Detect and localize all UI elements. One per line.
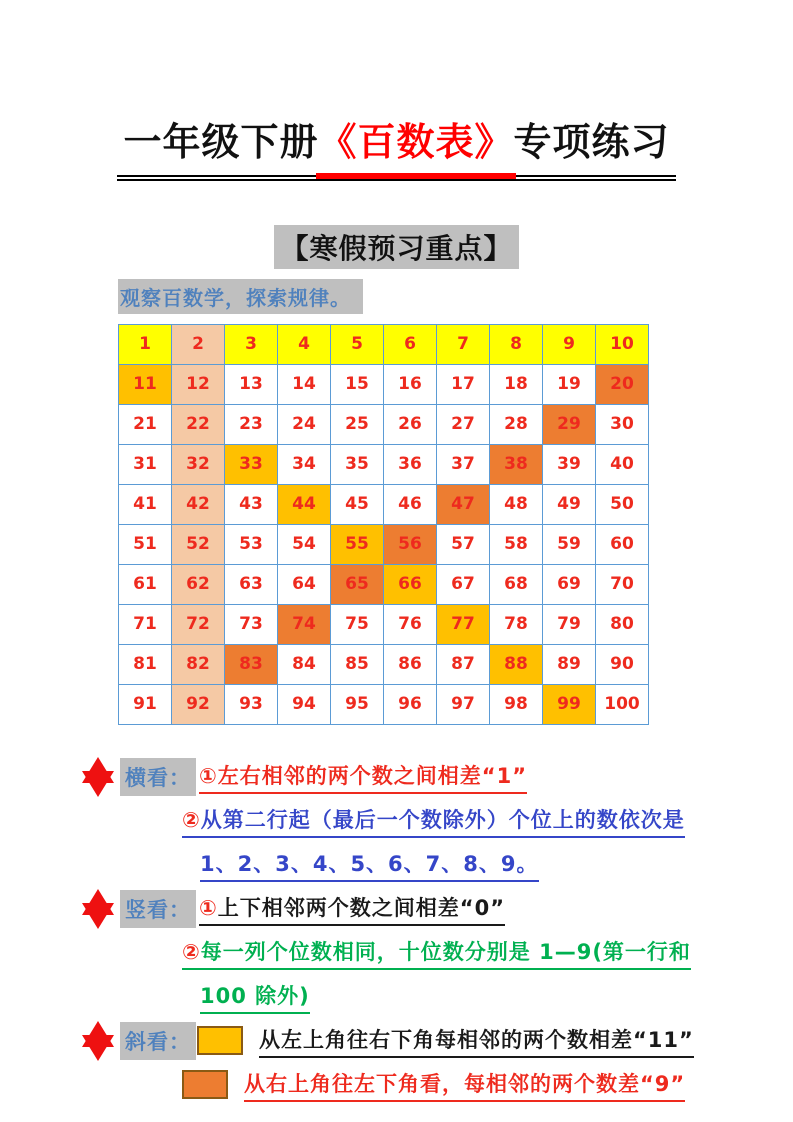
- number-cell-22: 22: [172, 404, 225, 444]
- number-cell-91: 91: [119, 684, 172, 724]
- number-cell-90: 90: [596, 644, 649, 684]
- title-row: [0, 0, 793, 207]
- number-cell-52: 52: [172, 524, 225, 564]
- note-line: [80, 1019, 793, 1063]
- number-cell-19: 19: [543, 364, 596, 404]
- number-cell-5: 5: [331, 324, 384, 364]
- circled-number-marker: ①: [199, 763, 218, 788]
- number-cell-36: 36: [384, 444, 437, 484]
- note-line-continuation: [200, 975, 793, 1019]
- lead-row: [118, 279, 793, 314]
- note-text: 从右上角往左下角看，每相邻的两个数差“9”: [244, 1068, 685, 1102]
- number-cell-45: 45: [331, 484, 384, 524]
- number-cell-83: 83: [225, 644, 278, 684]
- number-cell-65: 65: [331, 564, 384, 604]
- page-title: [117, 111, 675, 181]
- note-text: ①左右相邻的两个数之间相差“1”: [199, 760, 527, 794]
- table-row: [119, 644, 649, 684]
- number-cell-25: 25: [331, 404, 384, 444]
- number-cell-12: 12: [172, 364, 225, 404]
- circled-number-marker: ②: [182, 807, 201, 832]
- number-cell-61: 61: [119, 564, 172, 604]
- notes-section: [80, 755, 793, 1107]
- number-cell-2: 2: [172, 324, 225, 364]
- number-cell-76: 76: [384, 604, 437, 644]
- number-cell-79: 79: [543, 604, 596, 644]
- number-cell-4: 4: [278, 324, 331, 364]
- star-icon: [80, 889, 116, 929]
- number-cell-63: 63: [225, 564, 278, 604]
- number-cell-77: 77: [437, 604, 490, 644]
- number-cell-16: 16: [384, 364, 437, 404]
- number-cell-40: 40: [596, 444, 649, 484]
- number-cell-99: 99: [543, 684, 596, 724]
- note-label-0: 横看：: [120, 758, 196, 796]
- number-cell-14: 14: [278, 364, 331, 404]
- number-cell-48: 48: [490, 484, 543, 524]
- number-cell-70: 70: [596, 564, 649, 604]
- number-cell-37: 37: [437, 444, 490, 484]
- number-cell-89: 89: [543, 644, 596, 684]
- number-cell-86: 86: [384, 644, 437, 684]
- note-line: [182, 1063, 793, 1107]
- number-cell-11: 11: [119, 364, 172, 404]
- number-cell-59: 59: [543, 524, 596, 564]
- subtitle-row: [0, 225, 793, 269]
- number-cell-71: 71: [119, 604, 172, 644]
- number-cell-81: 81: [119, 644, 172, 684]
- number-cell-23: 23: [225, 404, 278, 444]
- number-cell-67: 67: [437, 564, 490, 604]
- number-cell-80: 80: [596, 604, 649, 644]
- number-cell-60: 60: [596, 524, 649, 564]
- number-cell-46: 46: [384, 484, 437, 524]
- note-line: [80, 755, 793, 799]
- number-cell-84: 84: [278, 644, 331, 684]
- number-cell-49: 49: [543, 484, 596, 524]
- circled-number-marker: ②: [182, 939, 201, 964]
- note-text: ①上下相邻两个数之间相差“0”: [199, 892, 505, 926]
- star-icon: [80, 757, 116, 797]
- table-row: [119, 684, 649, 724]
- number-cell-95: 95: [331, 684, 384, 724]
- title-highlight: 《百数表》: [318, 120, 514, 165]
- number-cell-18: 18: [490, 364, 543, 404]
- number-cell-58: 58: [490, 524, 543, 564]
- number-cell-3: 3: [225, 324, 278, 364]
- number-cell-24: 24: [278, 404, 331, 444]
- number-cell-10: 10: [596, 324, 649, 364]
- number-cell-74: 74: [278, 604, 331, 644]
- number-cell-17: 17: [437, 364, 490, 404]
- number-cell-8: 8: [490, 324, 543, 364]
- note-text: 100 除外): [200, 980, 310, 1014]
- number-cell-56: 56: [384, 524, 437, 564]
- number-cell-92: 92: [172, 684, 225, 724]
- number-cell-42: 42: [172, 484, 225, 524]
- number-cell-54: 54: [278, 524, 331, 564]
- observe-heading: 观察百数学，探索规律。: [118, 279, 363, 314]
- number-cell-88: 88: [490, 644, 543, 684]
- number-cell-47: 47: [437, 484, 490, 524]
- number-cell-33: 33: [225, 444, 278, 484]
- number-cell-21: 21: [119, 404, 172, 444]
- number-cell-64: 64: [278, 564, 331, 604]
- note-line-continuation: [200, 843, 793, 887]
- number-cell-55: 55: [331, 524, 384, 564]
- number-cell-78: 78: [490, 604, 543, 644]
- number-cell-31: 31: [119, 444, 172, 484]
- circled-number-marker: ①: [199, 895, 218, 920]
- number-cell-66: 66: [384, 564, 437, 604]
- number-cell-38: 38: [490, 444, 543, 484]
- table-row: [119, 404, 649, 444]
- number-cell-68: 68: [490, 564, 543, 604]
- number-cell-26: 26: [384, 404, 437, 444]
- number-cell-87: 87: [437, 644, 490, 684]
- note-label-2: 斜看：: [120, 1022, 196, 1060]
- number-cell-98: 98: [490, 684, 543, 724]
- number-cell-15: 15: [331, 364, 384, 404]
- note-text: ②从第二行起（最后一个数除外）个位上的数依次是: [182, 804, 685, 838]
- table-row: [119, 604, 649, 644]
- number-cell-9: 9: [543, 324, 596, 364]
- number-cell-50: 50: [596, 484, 649, 524]
- number-cell-27: 27: [437, 404, 490, 444]
- number-cell-6: 6: [384, 324, 437, 364]
- note-line: [182, 931, 793, 975]
- number-cell-51: 51: [119, 524, 172, 564]
- number-cell-43: 43: [225, 484, 278, 524]
- title-prefix: 一年级下册: [123, 120, 319, 165]
- number-cell-62: 62: [172, 564, 225, 604]
- number-cell-82: 82: [172, 644, 225, 684]
- number-cell-93: 93: [225, 684, 278, 724]
- note-text: ②每一列个位数相同，十位数分别是 1—9(第一行和: [182, 936, 691, 970]
- number-cell-34: 34: [278, 444, 331, 484]
- main-diagonal-swatch: [197, 1026, 243, 1055]
- number-cell-20: 20: [596, 364, 649, 404]
- number-cell-100: 100: [596, 684, 649, 724]
- number-cell-32: 32: [172, 444, 225, 484]
- number-cell-57: 57: [437, 524, 490, 564]
- table-row: [119, 564, 649, 604]
- number-cell-35: 35: [331, 444, 384, 484]
- table-row: [119, 524, 649, 564]
- number-cell-97: 97: [437, 684, 490, 724]
- number-cell-1: 1: [119, 324, 172, 364]
- subtitle-badge: 【寒假预习重点】: [274, 225, 518, 269]
- number-cell-96: 96: [384, 684, 437, 724]
- number-cell-39: 39: [543, 444, 596, 484]
- number-cell-73: 73: [225, 604, 278, 644]
- table-row: [119, 484, 649, 524]
- note-text: 从左上角往右下角每相邻的两个数相差“11”: [259, 1024, 694, 1058]
- number-cell-75: 75: [331, 604, 384, 644]
- anti-diagonal-swatch: [182, 1070, 228, 1099]
- number-cell-44: 44: [278, 484, 331, 524]
- number-cell-85: 85: [331, 644, 384, 684]
- table-row: [119, 324, 649, 364]
- table-row: [119, 444, 649, 484]
- table-row: [119, 364, 649, 404]
- star-icon: [80, 1021, 116, 1061]
- note-label-1: 竖看：: [120, 890, 196, 928]
- number-cell-29: 29: [543, 404, 596, 444]
- title-suffix: 专项练习: [513, 120, 670, 165]
- number-cell-69: 69: [543, 564, 596, 604]
- number-cell-72: 72: [172, 604, 225, 644]
- hundred-chart-table: [118, 324, 649, 725]
- note-text: 1、2、3、4、5、6、7、8、9。: [200, 848, 539, 882]
- number-cell-41: 41: [119, 484, 172, 524]
- number-cell-30: 30: [596, 404, 649, 444]
- number-cell-28: 28: [490, 404, 543, 444]
- note-line: [80, 887, 793, 931]
- number-cell-53: 53: [225, 524, 278, 564]
- number-cell-13: 13: [225, 364, 278, 404]
- number-cell-94: 94: [278, 684, 331, 724]
- note-line: [182, 799, 793, 843]
- number-cell-7: 7: [437, 324, 490, 364]
